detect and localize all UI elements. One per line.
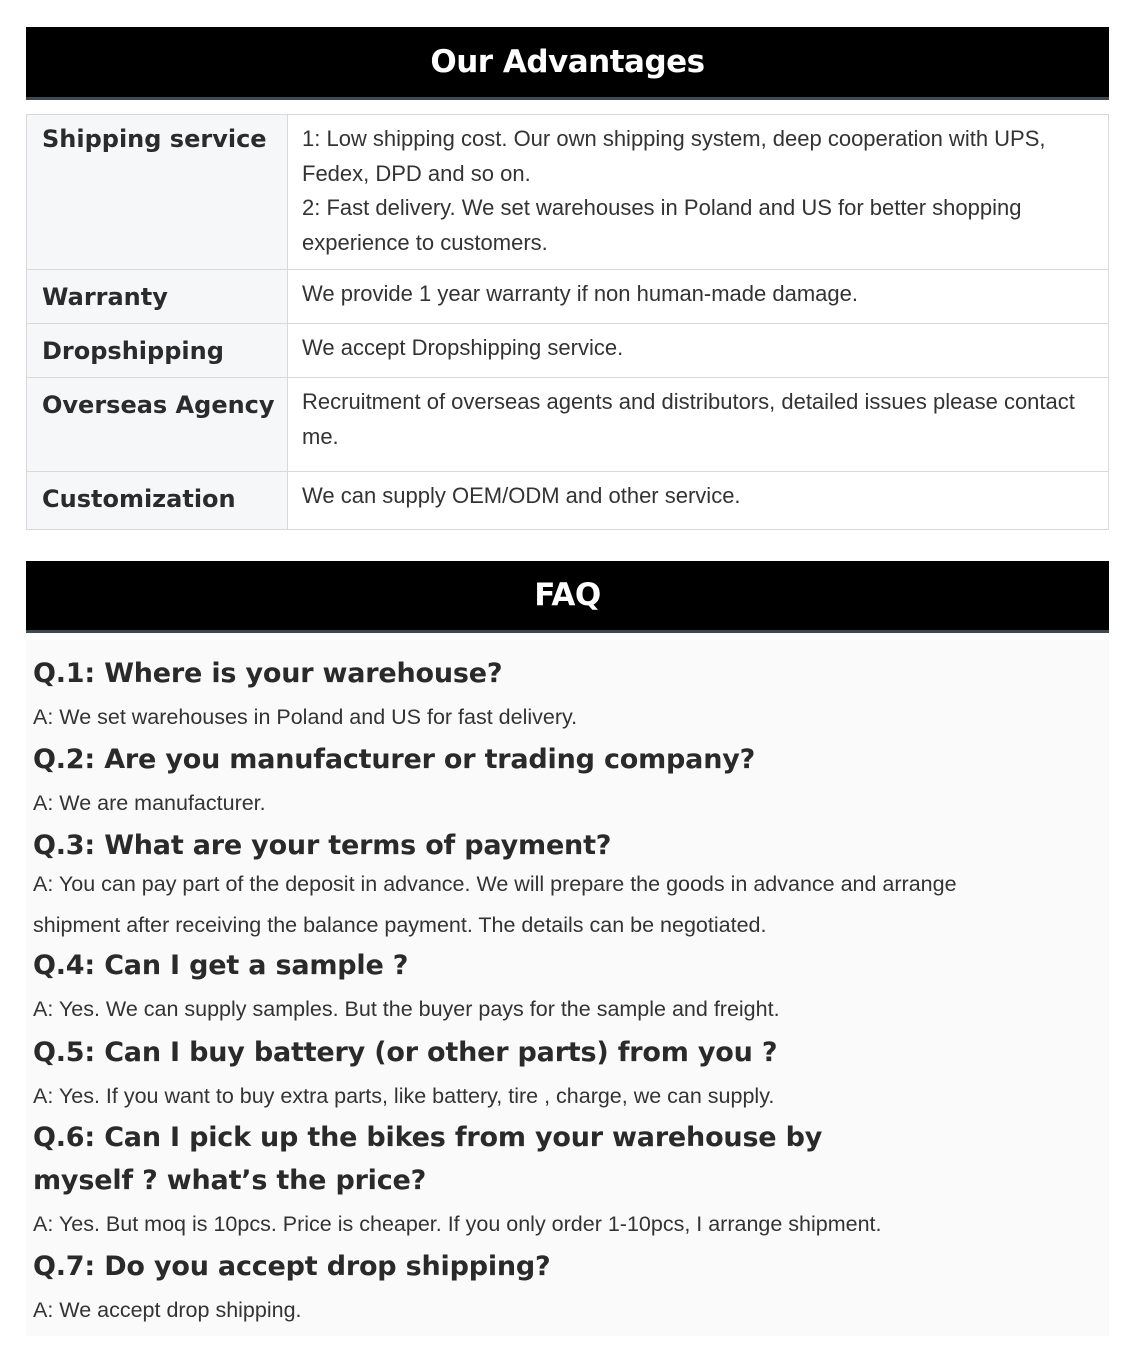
faq-question: Q.5: Can I buy battery (or other parts) from you ? — [33, 1037, 778, 1068]
faq-item-3 — [33, 824, 1093, 946]
faq-question: Q.1: Where is your warehouse? — [33, 658, 503, 689]
faq-answer: A: You can pay part of the deposit in advance. We will prepare the goods in advance and arrange shipment after receiving the balance payment. The details can be negotiated. — [33, 872, 957, 937]
row-label-dropshipping: Dropshipping — [27, 324, 288, 378]
row-label-overseas-agency: Overseas Agency — [27, 378, 288, 472]
faq-answer: A: Yes. We can supply samples. But the buyer pays for the sample and freight. — [33, 997, 780, 1021]
faq-answer: A: Yes. But moq is 10pcs. Price is cheaper. If you only order 1-10pcs, I arrange shipment. — [33, 1212, 882, 1236]
row-label-customization: Customization — [27, 472, 288, 530]
faq-item-6 — [33, 1116, 1093, 1245]
faq-item-2 — [33, 738, 1093, 824]
faq-question: Q.6: Can I pick up the bikes from your warehouse by myself ? what’s the price? — [33, 1122, 823, 1196]
faq-question: Q.4: Can I get a sample ? — [33, 950, 409, 981]
advantages-title: Our Advantages — [26, 27, 1109, 97]
row-value-warranty: We provide 1 year warranty if non human-made damage. — [288, 270, 1109, 324]
table-row — [27, 270, 1109, 324]
shipping-line-1: 1: Low shipping cost. Our own shipping system, deep cooperation with UPS, Fedex, DPD and so on. — [302, 126, 1046, 186]
table-row — [27, 472, 1109, 530]
faq-item-7 — [33, 1245, 1093, 1331]
faq-item-1 — [33, 652, 1093, 738]
faq-answer: A: We are manufacturer. — [33, 791, 266, 815]
faq-title: FAQ — [26, 561, 1109, 630]
shipping-line-2: 2: Fast delivery. We set warehouses in Poland and US for better shopping experience to customers. — [302, 195, 1022, 255]
advantages-table — [26, 114, 1109, 530]
table-row — [27, 324, 1109, 378]
row-value-overseas-agency: Recruitment of overseas agents and distributors, detailed issues please contact me. — [288, 378, 1109, 472]
faq-question: Q.3: What are your terms of payment? — [33, 830, 612, 861]
faq-answer: A: We accept drop shipping. — [33, 1298, 302, 1322]
faq-section — [26, 640, 1109, 1336]
row-value-customization: We can supply OEM/ODM and other service. — [288, 472, 1109, 530]
row-value-shipping-service — [288, 115, 1109, 270]
faq-question: Q.2: Are you manufacturer or trading company? — [33, 744, 756, 775]
faq-item-5 — [33, 1031, 1093, 1117]
row-label-warranty: Warranty — [27, 270, 288, 324]
row-value-dropshipping: We accept Dropshipping service. — [288, 324, 1109, 378]
faq-item-4 — [33, 944, 1093, 1030]
faq-answer: A: Yes. If you want to buy extra parts, like battery, tire , charge, we can supply. — [33, 1084, 775, 1108]
faq-question: Q.7: Do you accept drop shipping? — [33, 1251, 551, 1282]
row-label-shipping-service: Shipping service — [27, 115, 288, 270]
faq-answer: A: We set warehouses in Poland and US for fast delivery. — [33, 705, 578, 729]
table-row — [27, 115, 1109, 270]
table-row — [27, 378, 1109, 472]
